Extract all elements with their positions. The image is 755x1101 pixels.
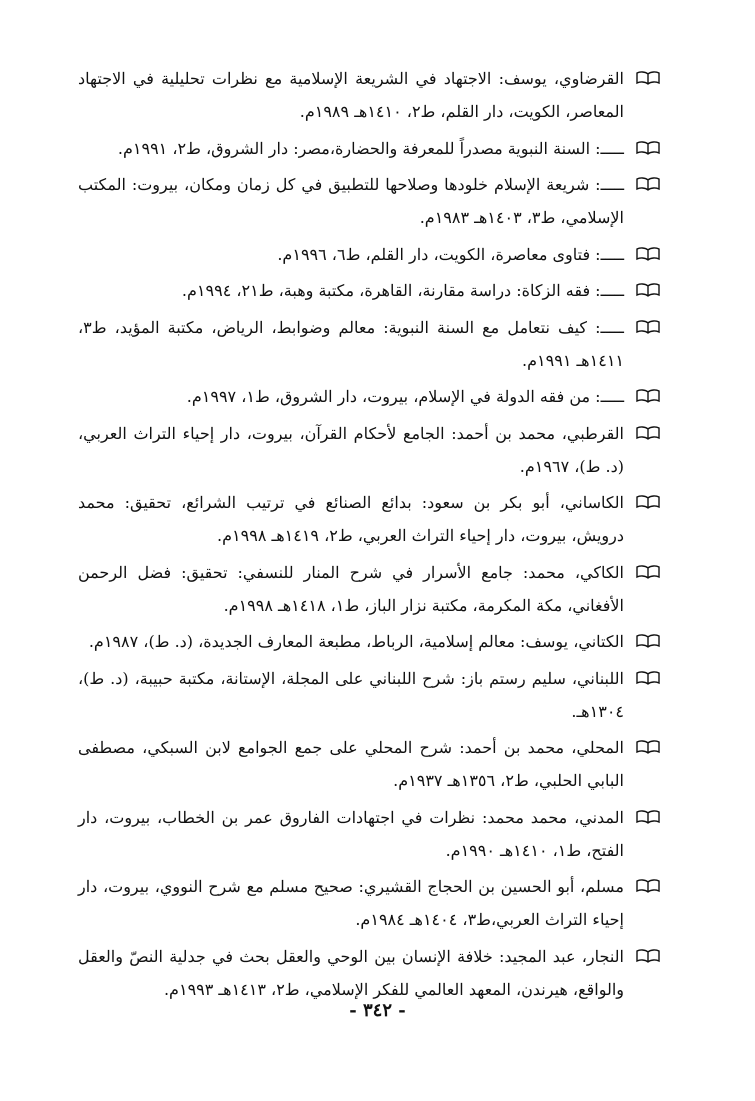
entry-text: النجار، عبد المجيد: خلافة الإنسان بين الوحي والعقل بحث في جدلية النصّ والعقل والواقع، هيرندن، المعهد العالمي للفكر الإسلامي، ط٢، ١٤١٣هـ ١٩٩٣م. — [78, 946, 624, 999]
bibliography-page — [78, 62, 660, 1009]
open-book-icon — [636, 320, 660, 334]
open-book-icon — [636, 879, 660, 893]
bibliography-entry — [78, 486, 660, 552]
bibliography-entry — [78, 311, 660, 377]
entry-text: ـــــ: كيف نتعامل مع السنة النبوية: معالم وضوابط، الرياض، مكتبة المؤيد، ط٣، ١٤١١هـ ١٩٩١م. — [78, 317, 624, 370]
open-book-icon — [636, 565, 660, 579]
bibliography-entry — [78, 168, 660, 234]
entry-text: ـــــ: فتاوى معاصرة، الكويت، دار القلم، ط٦، ١٩٩٦م. — [277, 244, 624, 264]
entry-text: ـــــ: شريعة الإسلام خلودها وصلاحها للتطبيق في كل زمان ومكان، بيروت: المكتب الإسلامي، ط٣، ١٤٠٣هـ ١٩٨٣م. — [78, 175, 624, 227]
bibliography-entry — [78, 625, 660, 658]
bibliography-entry — [78, 870, 660, 936]
open-book-icon — [636, 810, 660, 824]
bibliography-entry — [78, 801, 660, 867]
open-book-icon — [636, 426, 660, 440]
open-book-icon — [636, 949, 660, 963]
entry-text: ـــــ: من فقه الدولة في الإسلام، بيروت، دار الشروق، ط١، ١٩٩٧م. — [186, 387, 624, 406]
open-book-icon — [636, 634, 660, 648]
entry-text: ـــــ: السنة النبوية مصدراً للمعرفة والحضارة،مصر: دار الشروق، ط٢، ١٩٩١م. — [117, 138, 624, 158]
bibliography-entry — [78, 417, 660, 483]
bibliography-entry — [78, 62, 660, 128]
bibliography-entry — [78, 556, 660, 622]
bibliography-entry — [78, 940, 660, 1006]
entry-text: ـــــ: فقه الزكاة: دراسة مقارنة، القاهرة، مكتبة وهبة، ط٢١، ١٩٩٤م. — [181, 281, 624, 300]
bibliography-entry — [78, 132, 660, 165]
open-book-icon — [636, 71, 660, 85]
open-book-icon — [636, 740, 660, 754]
entry-text: الكاكي، محمد: جامع الأسرار في شرح المنار للنسفي: تحقيق: فضل الرحمن الأفغاني، مكة المكرمة، مكتبة نزار الباز، ط١، ١٤١٨هـ ١٩٩٨م. — [78, 562, 624, 615]
entry-text: الكاساني، أبو بكر بن سعود: بدائع الصنائع في ترتيب الشرائع، تحقيق: محمد درويش، بيروت، دار إحياء التراث العربي، ط٢، ١٤١٩هـ ١٩٩٨م. — [78, 493, 625, 545]
entry-text: القرضاوي، يوسف: الاجتهاد في الشريعة الإسلامية مع نظرات تحليلية في الاجتهاد المعاصر، الكويت، دار القلم، ط٢، ١٤١٠هـ ١٩٨٩م. — [78, 69, 624, 121]
bibliography-entry — [78, 662, 660, 728]
entry-text: مسلم، أبو الحسين بن الحجاج القشيري: صحيح مسلم مع شرح النووي، بيروت، دار إحياء التراث العربي،ط٣، ١٤٠٤هـ ١٩٨٤م. — [78, 877, 624, 929]
open-book-icon — [636, 247, 660, 261]
bibliography-entry — [78, 274, 660, 307]
open-book-icon — [636, 671, 660, 685]
entry-text: المحلي، محمد بن أحمد: شرح المحلي على جمع الجوامع لابن السبكي، مصطفى البابي الحلبي، ط٢، ١٣٥٦هـ ١٩٣٧م. — [78, 738, 624, 790]
page-number: - ٣٤٢ - — [349, 1000, 406, 1021]
open-book-icon — [636, 283, 660, 297]
entry-text: القرطبي، محمد بن أحمد: الجامع لأحكام القرآن، بيروت، دار إحياء التراث العربي، (د. ط)، ١٩٦٧م. — [78, 423, 625, 476]
open-book-icon — [636, 177, 660, 191]
entry-text: الكتاني، يوسف: معالم إسلامية، الرباط، مطبعة المعارف الجديدة، (د. ط)، ١٩٨٧م. — [88, 632, 624, 651]
bibliography-entry — [78, 731, 660, 797]
bibliography-entry — [78, 238, 660, 271]
bibliography-entry — [78, 380, 660, 413]
entry-text: اللبناني، سليم رستم باز: شرح اللبناني على المجلة، الإستانة، مكتبة حبيبة، (د. ط)، ١٣٠٤هـ. — [78, 668, 624, 721]
open-book-icon — [636, 389, 660, 403]
open-book-icon — [636, 495, 660, 509]
open-book-icon — [636, 141, 660, 155]
entry-text: المدني، محمد محمد: نظرات في اجتهادات الفاروق عمر بن الخطاب، بيروت، دار الفتح، ط١، ١٤١٠هـ ١٩٩٠م. — [78, 807, 624, 860]
